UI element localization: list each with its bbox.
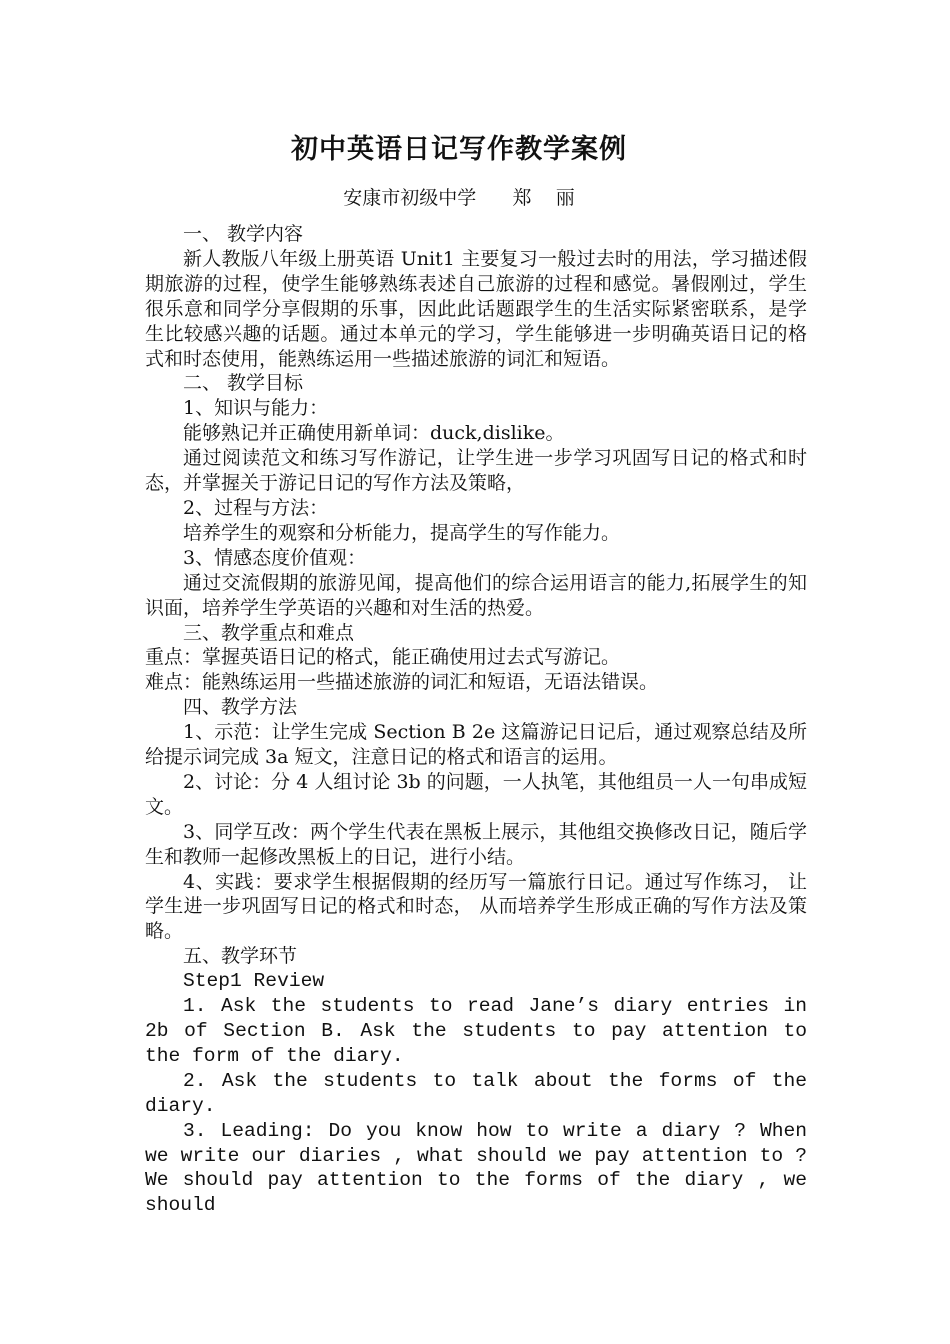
subheading-knowledge: 1、知识与能力：	[183, 397, 329, 420]
subheading-process: 2、过程与方法：	[183, 496, 329, 519]
paragraph-step-1: 1. Ask the students to read Jane’s diary entries in 2b of Section B. Ask the students to pay attention to the form of the diary.	[145, 995, 807, 1067]
section-heading-3: 三、教学重点和难点	[183, 621, 355, 644]
paragraph-key-point: 重点：掌握英语日记的格式，能正确使用过去式写游记。	[145, 646, 621, 669]
paragraph-difficulty: 难点：能熟练运用一些描述旅游的词汇和短语，无语法错误。	[145, 671, 659, 694]
section-heading-2: 二、 教学目标	[183, 372, 304, 395]
document-title: 初中英语日记写作教学案例	[291, 134, 627, 165]
paragraph-step-2: 2. Ask the students to talk about the forms of the diary.	[145, 1069, 807, 1117]
paragraph-new-words: 能够熟记并正确使用新单词：duck,dislike。	[183, 422, 565, 445]
paragraph-ability: 培养学生的观察和分析能力，提高学生的写作能力。	[183, 521, 621, 544]
paragraph-exchange: 通过交流假期的旅游见闻，提高他们的综合运用语言的能力,拓展学生的知识面，培养学生学英语的兴趣和对生活的热爱。	[145, 571, 807, 619]
paragraph-reading: 通过阅读范文和练习写作游记，让学生进一步学习巩固写日记的格式和时态，并掌握关于游记日记的写作方法及策略，	[145, 447, 807, 495]
paragraph-content: 新人教版八年级上册英语 Unit1 主要复习一般过去时的用法，学习描述假期旅游的过程，使学生能够熟练表述自己旅游的过程和感觉。暑假刚过，学生很乐意和同学分享假期的乐事，因此此话题跟学生的生活实际紧密联系，是学生比较感兴趣的话题。通过本单元的学习，学生能够进一步明确英语日记的格式和时态使用，能熟练运用一些描述旅游的词汇和短语。	[145, 247, 807, 370]
paragraph-method-1: 1、示范：让学生完成 Section B 2e 这篇游记日记后，通过观察总结及所给提示词完成 3a 短文，注意日记的格式和语言的运用。	[145, 721, 807, 769]
paragraph-method-3: 3、同学互改：两个学生代表在黑板上展示，其他组交换修改日记，随后学生和教师一起修改黑板上的日记，进行小结。	[145, 820, 807, 868]
paragraph-method-2: 2、讨论：分 4 人组讨论 3b 的问题，一人执笔，其他组员一人一句串成短文。	[145, 770, 807, 818]
section-heading-1: 一、 教学内容	[183, 223, 304, 245]
section-heading-4: 四、教学方法	[183, 696, 298, 719]
document-author: 安康市初级中学 郑 丽	[343, 187, 575, 209]
paragraph-method-4: 4、实践：要求学生根据假期的经历写一篇旅行日记。通过写作练习， 让学生进一步巩固写日记的格式和时态， 从而培养学生形成正确的写作方法及策略。	[145, 870, 807, 943]
section-heading-5: 五、教学环节	[183, 945, 298, 968]
document-body	[145, 222, 807, 1218]
subheading-attitude: 3、情感态度价值观：	[183, 546, 367, 569]
paragraph-step-3: 3. Leading: Do you know how to write a diary ? When we write our diaries , what should we pay attention to ? We should pay attention to the forms of the diary , we should	[145, 1119, 807, 1217]
step-heading: Step1 Review	[183, 970, 325, 993]
